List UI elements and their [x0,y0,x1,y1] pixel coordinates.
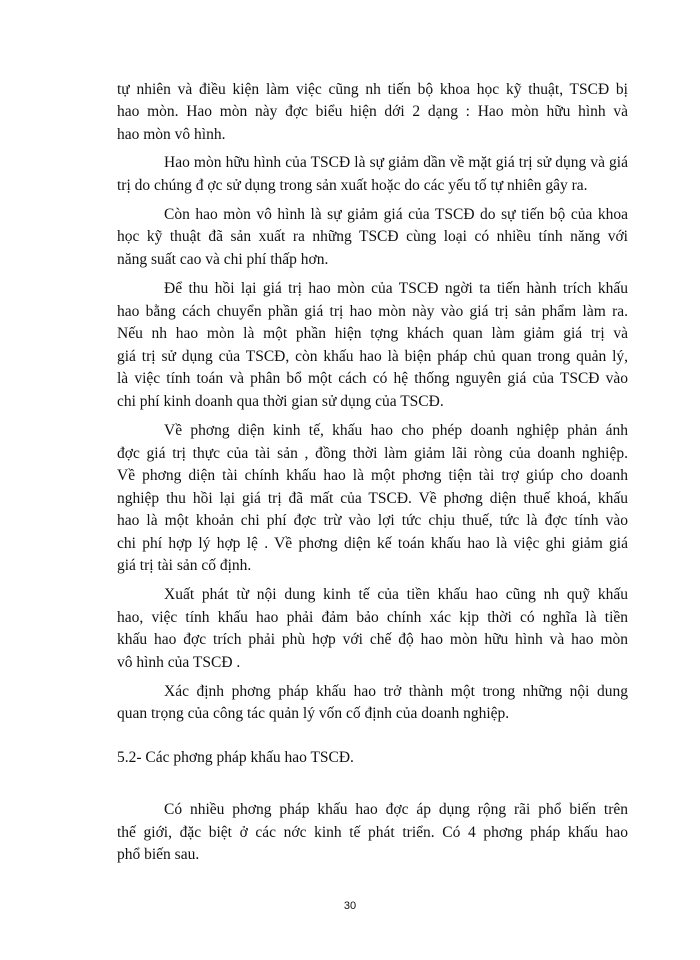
paragraph-5-line: hao là một khoản chi phí đợc trừ vào lợi tức chịu thuế, tức là đợc tính vào [117,512,628,529]
paragraph-8-line: phổ biến sau. [117,846,200,863]
section-heading: 5.2- Các phơng pháp khấu hao TSCĐ. [117,749,354,766]
paragraph-6-line: vô hình của TSCĐ . [117,654,241,671]
paragraph-6-line: hao, việc tính khấu hao phải đảm bảo chính xác kịp thời có nghĩa là tiền [117,609,628,626]
paragraph-4-line: chi phí kinh doanh qua thời gian sử dụng của TSCĐ. [117,393,444,410]
paragraph-8-line: thế giới, đặc biệt ở các nớc kinh tế phát triển. Có 4 phơng pháp khấu hao [117,824,628,841]
paragraph-4-line: Để thu hồi lại giá trị hao mòn của TSCĐ ngời ta tiến hành trích khấu [164,280,628,297]
paragraph-1-line: hao mòn. Hao mòn này đợc biểu hiện dới 2 dạng : Hao mòn hữu hình và [117,103,628,120]
paragraph-4-line: hao bằng cách chuyển phần giá trị hao mòn này vào giá trị sản phẩm làm ra. [117,303,628,320]
paragraph-5-line: chi phí hợp lý hợp lệ . Về phơng diện kế toán khấu hao là việc ghi giảm giá [117,535,628,552]
paragraph-6-line: Xuất phát từ nội dung kinh tế của tiền khấu hao cũng nh quỹ khấu [164,586,628,603]
paragraph-4-line: Nếu nh hao mòn là một phần hiện tợng khách quan làm giảm giá trị và [117,325,628,342]
paragraph-1-line: tự nhiên và điều kiện làm việc cũng nh tiến bộ khoa học kỹ thuật, TSCĐ bị [117,81,628,98]
paragraph-1-line: hao mòn vô hình. [117,126,226,143]
paragraph-4-line: giá trị sử dụng của TSCĐ, còn khấu hao là biện pháp chủ quan trong quản lý, [117,348,628,365]
paragraph-3-line: Còn hao mòn vô hình là sự giảm giá của TSCĐ do sự tiến bộ của khoa [164,206,628,223]
paragraph-3-line: học kỹ thuật đã sản xuất ra những TSCĐ cùng loại có nhiều tính năng với [117,228,628,245]
paragraph-2-line: Hao mòn hữu hình của TSCĐ là sự giảm dần về mặt giá trị sử dụng và giá [164,154,628,171]
paragraph-5-line: giá trị tài sản cố định. [117,557,252,574]
paragraph-6-line: khấu hao đợc trích phải phù hợp với chế độ hao mòn hữu hình và hao mòn [117,631,628,648]
paragraph-7-line: quan trọng của công tác quản lý vốn cố định của doanh nghiệp. [117,705,510,722]
paragraph-7-line: Xác định phơng pháp khấu hao trở thành một trong những nội dung [164,683,628,700]
paragraph-5-line: nghiệp thu hồi lại giá trị đã mất của TSCĐ. Về phơng diện thuế khoá, khấu [117,490,628,507]
paragraph-2-line: trị do chúng đ ợc sử dụng trong sản xuất hoặc do các yếu tố tự nhiên gây ra. [117,177,588,194]
page-number: 30 [343,900,357,912]
paragraph-3-line: năng suất cao và chi phí thấp hơn. [117,251,329,268]
paragraph-8-line: Có nhiều phơng pháp khấu hao đợc áp dụng rộng rãi phổ biến trên [164,801,628,818]
paragraph-5-line: đợc giá trị thực của tài sản , đồng thời làm giảm lãi ròng của doanh nghiệp. [117,445,628,462]
paragraph-5-line: Về phơng diện tài chính khấu hao là một phơng tiện tài trợ giúp cho doanh [117,467,628,484]
paragraph-4-line: là việc tính toán và phân bổ một cách có hệ thống nguyên giá của TSCĐ vào [117,370,628,387]
paragraph-5-line: Về phơng diện kinh tế, khấu hao cho phép doanh nghiệp phản ánh [164,422,628,439]
